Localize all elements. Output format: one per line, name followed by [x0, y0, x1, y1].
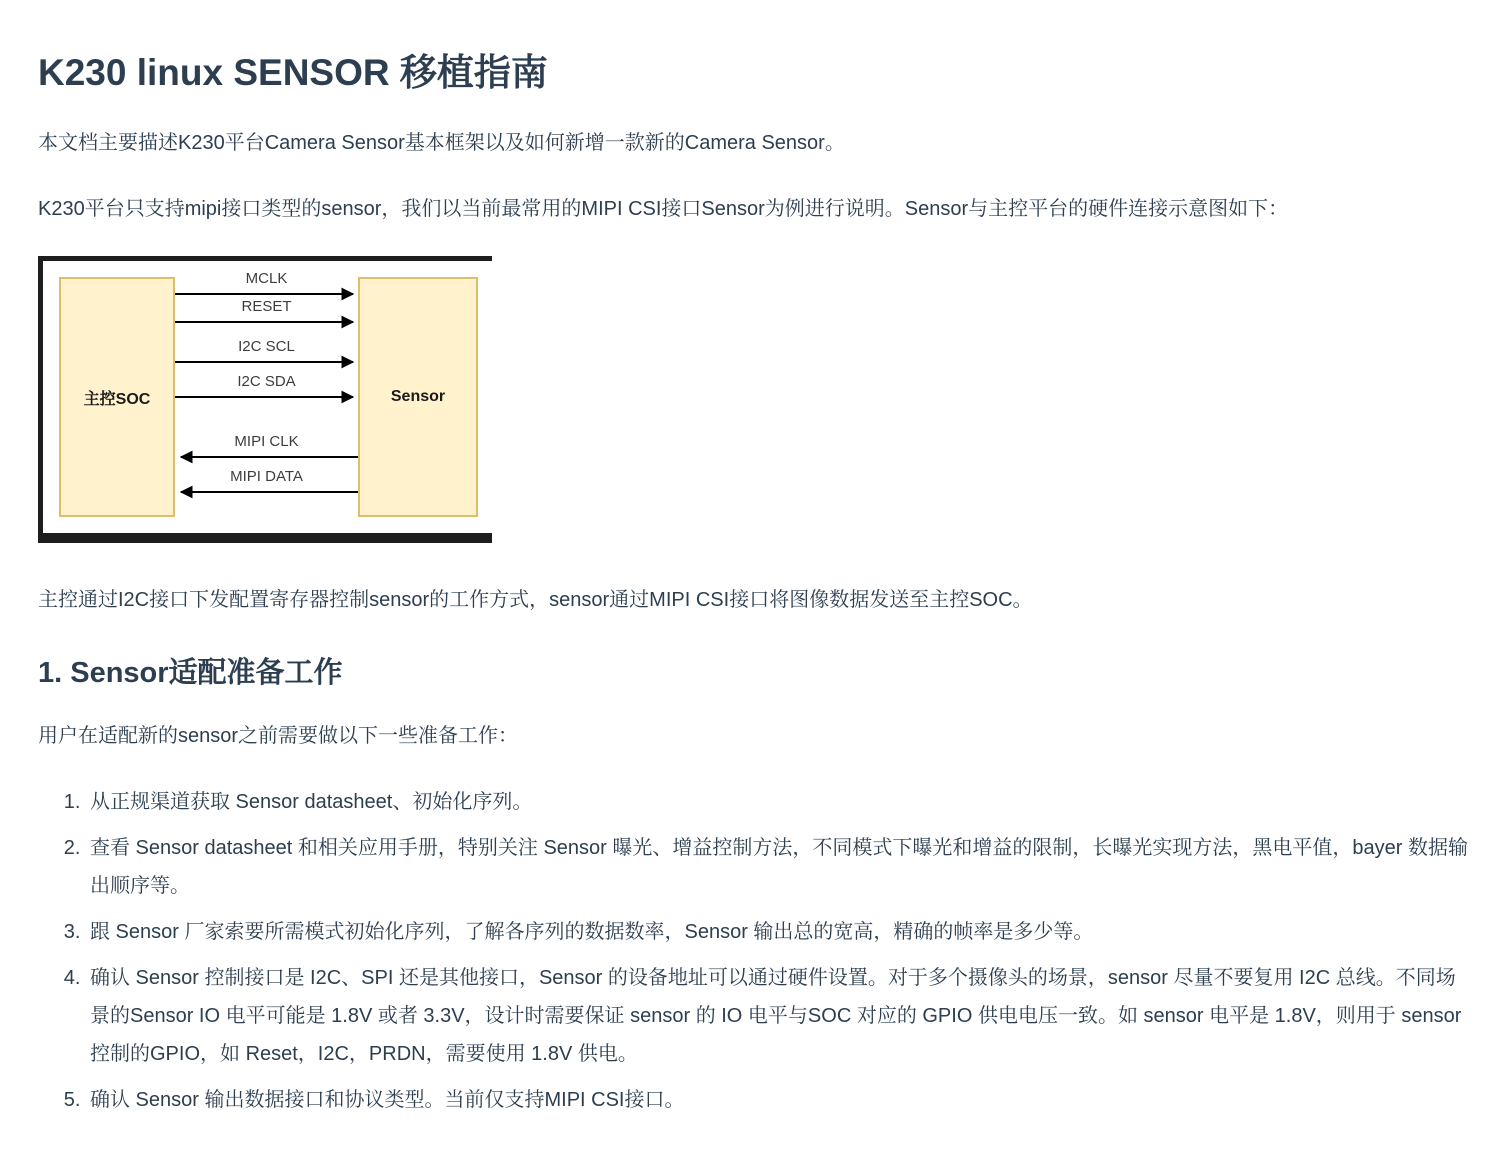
list-item: 2. 查看 Sensor datasheet 和相关应用手册，特别关注 Sensor 曝光、增益控制方法，不同模式下曝光和增益的限制，长曝光实现方法，黑电平值，bayer 数据输出顺序等。	[86, 829, 1475, 905]
i2c-scl-label: I2C SCL	[238, 338, 295, 355]
list-item: 1. 从正规渠道获取 Sensor datasheet、初始化序列。	[86, 783, 1475, 821]
page-title: K230 linux SENSOR 移植指南	[38, 52, 548, 93]
soc-sensor-diagram	[38, 256, 492, 543]
after-diagram-paragraph: 主控通过I2C接口下发配置寄存器控制sensor的工作方式，sensor通过MIPI CSI接口将图像数据发送至主控SOC。	[38, 589, 1033, 611]
i2c-sda-label: I2C SDA	[237, 373, 296, 390]
prep-list	[38, 783, 1475, 1119]
prep-intro-paragraph: 用户在适配新的sensor之前需要做以下一些准备工作：	[38, 725, 519, 747]
list-item: 3. 跟 Sensor 厂家索要所需模式初始化序列，了解各序列的数据数率，Sensor 输出总的宽高，精确的帧率是多少等。	[86, 913, 1475, 951]
hardware-connection-figure	[38, 256, 1475, 543]
intro-paragraph-1: 本文档主要描述K230平台Camera Sensor基本框架以及如何新增一款新的Camera Sensor。	[38, 132, 845, 154]
list-item: 4. 确认 Sensor 控制接口是 I2C、SPI 还是其他接口，Sensor 的设备地址可以通过硬件设置。对于多个摄像头的场景，sensor 尽量不要复用 I2C 总线。不同场景的Sensor IO 电平可能是 1.8V 或者 3.3V，设计时需要保证 sensor 的 IO 电平与SOC 对应的 GPIO 供电电压一致。如 sensor 电平是 1.8V，则用于 sensor 控制的GPIO，如 Reset，I2C，PRDN，需要使用 1.8V 供电。	[86, 959, 1475, 1073]
mipi-data-label: MIPI DATA	[230, 468, 303, 485]
list-item: 5. 确认 Sensor 输出数据接口和协议类型。当前仅支持MIPI CSI接口。	[86, 1081, 1475, 1119]
reset-label: RESET	[241, 298, 292, 315]
mipi-clk-label: MIPI CLK	[234, 433, 299, 450]
soc-box-label: 主控SOC	[83, 390, 151, 408]
section1-heading: 1. Sensor适配准备工作	[38, 657, 343, 689]
intro-paragraph-2: K230平台只支持mipi接口类型的sensor，我们以当前最常用的MIPI CSI接口Sensor为例进行说明。Sensor与主控平台的硬件连接示意图如下：	[38, 198, 1289, 220]
mclk-label: MCLK	[245, 270, 288, 287]
sensor-box-label: Sensor	[390, 388, 446, 405]
